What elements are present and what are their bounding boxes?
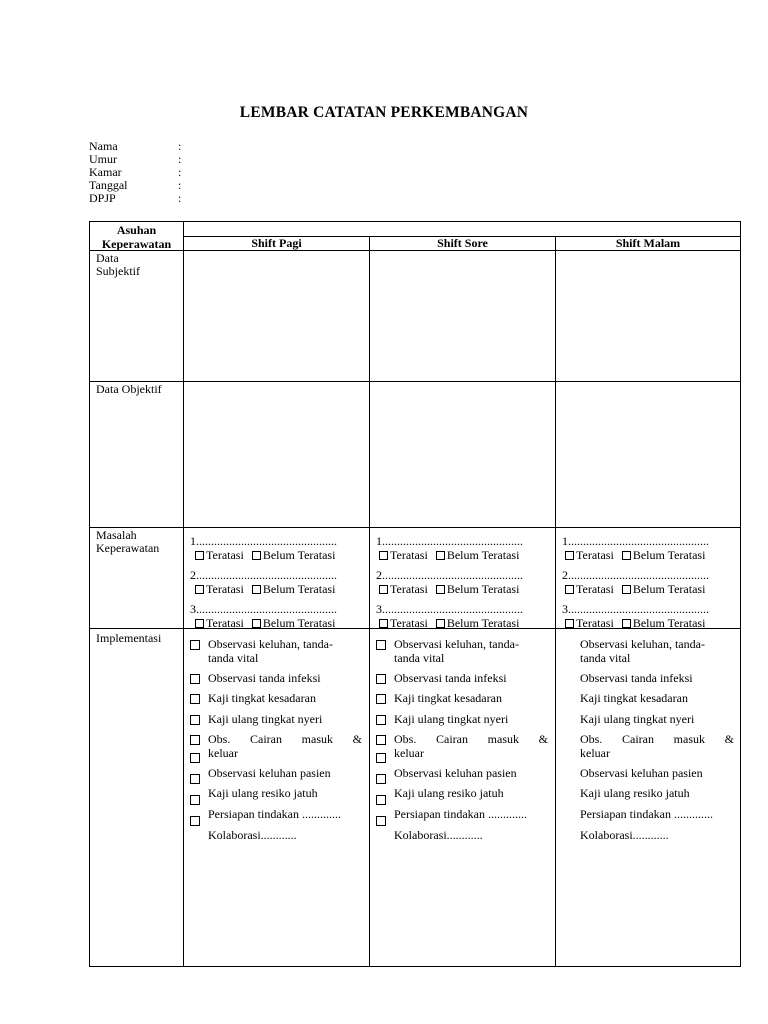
teratasi-label: Teratasi: [390, 582, 428, 596]
masalah-pagi-2[interactable]: 2...............................................: [190, 568, 337, 582]
kaji-kesadaran-checkbox[interactable]: [376, 694, 386, 704]
obs-vital-text-2: tanda vital: [208, 651, 259, 665]
obs-cairan-text-1: [208, 732, 362, 746]
teratasi-label: Teratasi: [576, 616, 614, 630]
obs-infeksi-text: Observasi tanda infeksi: [394, 671, 507, 685]
masalah-sore-3[interactable]: 3...............................................: [376, 602, 523, 616]
kaji-jatuh-text: Kaji ulang resiko jatuh: [208, 786, 318, 800]
belum-teratasi-label: Belum Teratasi: [446, 616, 520, 630]
masalah-pagi-1-status: [195, 548, 335, 563]
belum-teratasi-label: Belum Teratasi: [262, 548, 336, 562]
obs-vital-text-1: Observasi keluhan, tanda-: [394, 637, 519, 651]
corner-header-line1: Asuhan: [116, 223, 157, 237]
masalah-sore-3-status: [379, 616, 519, 631]
belum-teratasi-label: Belum Teratasi: [446, 582, 520, 596]
field-umur-colon: :: [178, 152, 182, 166]
belum-teratasi-label: Belum Teratasi: [262, 582, 336, 596]
teratasi-checkbox[interactable]: [195, 585, 204, 594]
kaji-jatuh-text: Kaji ulang resiko jatuh: [580, 786, 690, 800]
kolaborasi-text[interactable]: Kolaborasi............: [208, 828, 297, 842]
teratasi-checkbox[interactable]: [565, 585, 574, 594]
field-umur-label: Umur: [89, 152, 117, 166]
kaji-kesadaran-text: Kaji tingkat kesadaran: [208, 691, 316, 705]
page-title: LEMBAR CATATAN PERKEMBANGAN: [239, 104, 529, 121]
obs-infeksi-checkbox[interactable]: [376, 674, 386, 684]
obs-keluhan-text: Observasi keluhan pasien: [208, 766, 331, 780]
row-label-masalah-2: Keperawatan: [96, 541, 160, 555]
belum-teratasi-label: Belum Teratasi: [632, 616, 706, 630]
row-label-subjektif-2: Subjektif: [96, 264, 140, 278]
word: masuk: [673, 732, 705, 746]
obs-cairan-text-2: keluar: [394, 746, 424, 760]
kaji-nyeri-checkbox[interactable]: [190, 715, 200, 725]
obs-keluhan-text: Observasi keluhan pasien: [394, 766, 517, 780]
masalah-malam-2[interactable]: 2...............................................: [562, 568, 709, 582]
persiapan-text[interactable]: Persiapan tindakan .............: [580, 807, 713, 821]
obs-vital-text-2: tanda vital: [394, 651, 445, 665]
masalah-sore-1[interactable]: 1...............................................: [376, 534, 523, 548]
word: Obs.: [208, 732, 231, 746]
word: Cairan: [250, 732, 282, 746]
belum-teratasi-checkbox[interactable]: [622, 619, 631, 628]
belum-teratasi-checkbox[interactable]: [436, 619, 445, 628]
obs-vital-text-1: Observasi keluhan, tanda-: [208, 637, 333, 651]
masalah-pagi-1[interactable]: 1...............................................: [190, 534, 337, 548]
masalah-pagi-3[interactable]: 3...............................................: [190, 602, 337, 616]
implementasi-sore: [376, 637, 552, 847]
kolaborasi-text[interactable]: Kolaborasi............: [394, 828, 483, 842]
field-dpjp-label: DPJP: [89, 191, 116, 205]
field-kamar-label: Kamar: [89, 165, 122, 179]
persiapan-checkbox[interactable]: [376, 816, 386, 826]
masalah-sore-1-status: [379, 548, 519, 563]
teratasi-checkbox[interactable]: [379, 619, 388, 628]
teratasi-label: Teratasi: [390, 548, 428, 562]
teratasi-checkbox[interactable]: [195, 551, 204, 560]
shift-malam-header: Shift Malam: [615, 236, 681, 250]
word: Obs.: [394, 732, 417, 746]
kaji-kesadaran-text: Kaji tingkat kesadaran: [394, 691, 502, 705]
masalah-sore-2[interactable]: 2...............................................: [376, 568, 523, 582]
kaji-kesadaran-checkbox[interactable]: [190, 694, 200, 704]
obs-vital-checkbox[interactable]: [376, 640, 386, 650]
row-label-subjektif-1: Data: [96, 251, 119, 265]
belum-teratasi-label: Belum Teratasi: [632, 582, 706, 596]
persiapan-text[interactable]: Persiapan tindakan .............: [394, 807, 527, 821]
field-tanggal-label: Tanggal: [89, 178, 128, 192]
word: Cairan: [436, 732, 468, 746]
belum-teratasi-label: Belum Teratasi: [446, 548, 520, 562]
masalah-malam-1-status: [565, 548, 705, 563]
field-kamar-colon: :: [178, 165, 182, 179]
obs-infeksi-checkbox[interactable]: [190, 674, 200, 684]
belum-teratasi-checkbox[interactable]: [436, 551, 445, 560]
masalah-malam-3[interactable]: 3...............................................: [562, 602, 709, 616]
word: &: [538, 732, 548, 746]
obs-cairan-text-2: keluar: [208, 746, 238, 760]
obs-cairan-checkbox-1[interactable]: [190, 735, 200, 745]
obs-cairan-checkbox-1[interactable]: [376, 735, 386, 745]
obs-vital-text-1: Observasi keluhan, tanda-: [580, 637, 705, 651]
kaji-jatuh-checkbox[interactable]: [376, 795, 386, 805]
teratasi-label: Teratasi: [206, 548, 244, 562]
teratasi-label: Teratasi: [576, 582, 614, 596]
row-label-masalah-1: Masalah: [96, 528, 137, 542]
row-label-objektif: Data Objektif: [96, 382, 162, 396]
masalah-pagi-3-status: [195, 616, 335, 631]
shift-pagi-header: Shift Pagi: [251, 236, 302, 250]
obs-keluhan-text: Observasi keluhan pasien: [580, 766, 703, 780]
word: &: [724, 732, 734, 746]
masalah-malam-3-status: [565, 616, 705, 631]
belum-teratasi-checkbox[interactable]: [252, 551, 261, 560]
belum-teratasi-checkbox[interactable]: [252, 585, 261, 594]
obs-vital-text-2: tanda vital: [580, 651, 631, 665]
row-label-implementasi: Implementasi: [96, 631, 162, 645]
belum-teratasi-checkbox[interactable]: [436, 585, 445, 594]
field-tanggal-colon: :: [178, 178, 182, 192]
teratasi-checkbox[interactable]: [565, 551, 574, 560]
implementasi-pagi: [190, 637, 366, 847]
kaji-kesadaran-text: Kaji tingkat kesadaran: [580, 691, 688, 705]
word: Obs.: [580, 732, 603, 746]
teratasi-checkbox[interactable]: [379, 585, 388, 594]
belum-teratasi-checkbox[interactable]: [252, 619, 261, 628]
masalah-pagi-2-status: [195, 582, 335, 597]
field-nama-colon: :: [178, 139, 182, 153]
kaji-nyeri-text: Kaji ulang tingkat nyeri: [394, 712, 509, 726]
field-nama-label: Nama: [89, 139, 118, 153]
belum-teratasi-checkbox[interactable]: [622, 585, 631, 594]
masalah-malam-2-status: [565, 582, 705, 597]
implementasi-malam: [562, 637, 738, 847]
kaji-nyeri-text: Kaji ulang tingkat nyeri: [208, 712, 323, 726]
progress-notes-table: [89, 221, 741, 967]
teratasi-label: Teratasi: [390, 616, 428, 630]
obs-keluhan-checkbox[interactable]: [376, 774, 386, 784]
belum-teratasi-checkbox[interactable]: [622, 551, 631, 560]
word: masuk: [487, 732, 519, 746]
obs-cairan-checkbox-2[interactable]: [190, 753, 200, 763]
obs-vital-checkbox[interactable]: [190, 640, 200, 650]
obs-cairan-text-1: [580, 732, 734, 746]
field-dpjp-colon: :: [178, 191, 182, 205]
kaji-jatuh-text: Kaji ulang resiko jatuh: [394, 786, 504, 800]
teratasi-label: Teratasi: [206, 582, 244, 596]
corner-header-line2: Keperawatan: [101, 237, 172, 251]
obs-cairan-text-2: keluar: [580, 746, 610, 760]
belum-teratasi-label: Belum Teratasi: [262, 616, 336, 630]
word: masuk: [301, 732, 333, 746]
word: &: [352, 732, 362, 746]
teratasi-checkbox[interactable]: [195, 619, 204, 628]
shift-sore-header: Shift Sore: [437, 236, 488, 250]
kaji-nyeri-text: Kaji ulang tingkat nyeri: [580, 712, 695, 726]
teratasi-label: Teratasi: [576, 548, 614, 562]
persiapan-checkbox[interactable]: [190, 816, 200, 826]
obs-cairan-checkbox-2[interactable]: [376, 753, 386, 763]
obs-infeksi-text: Observasi tanda infeksi: [208, 671, 321, 685]
kolaborasi-text[interactable]: Kolaborasi............: [580, 828, 669, 842]
kaji-nyeri-checkbox[interactable]: [376, 715, 386, 725]
teratasi-checkbox[interactable]: [379, 551, 388, 560]
masalah-malam-1[interactable]: 1...............................................: [562, 534, 709, 548]
word: Cairan: [622, 732, 654, 746]
belum-teratasi-label: Belum Teratasi: [632, 548, 706, 562]
teratasi-label: Teratasi: [206, 616, 244, 630]
teratasi-checkbox[interactable]: [565, 619, 574, 628]
persiapan-text[interactable]: Persiapan tindakan .............: [208, 807, 341, 821]
obs-cairan-text-1: [394, 732, 548, 746]
obs-infeksi-text: Observasi tanda infeksi: [580, 671, 693, 685]
obs-keluhan-checkbox[interactable]: [190, 774, 200, 784]
kaji-jatuh-checkbox[interactable]: [190, 795, 200, 805]
masalah-sore-2-status: [379, 582, 519, 597]
